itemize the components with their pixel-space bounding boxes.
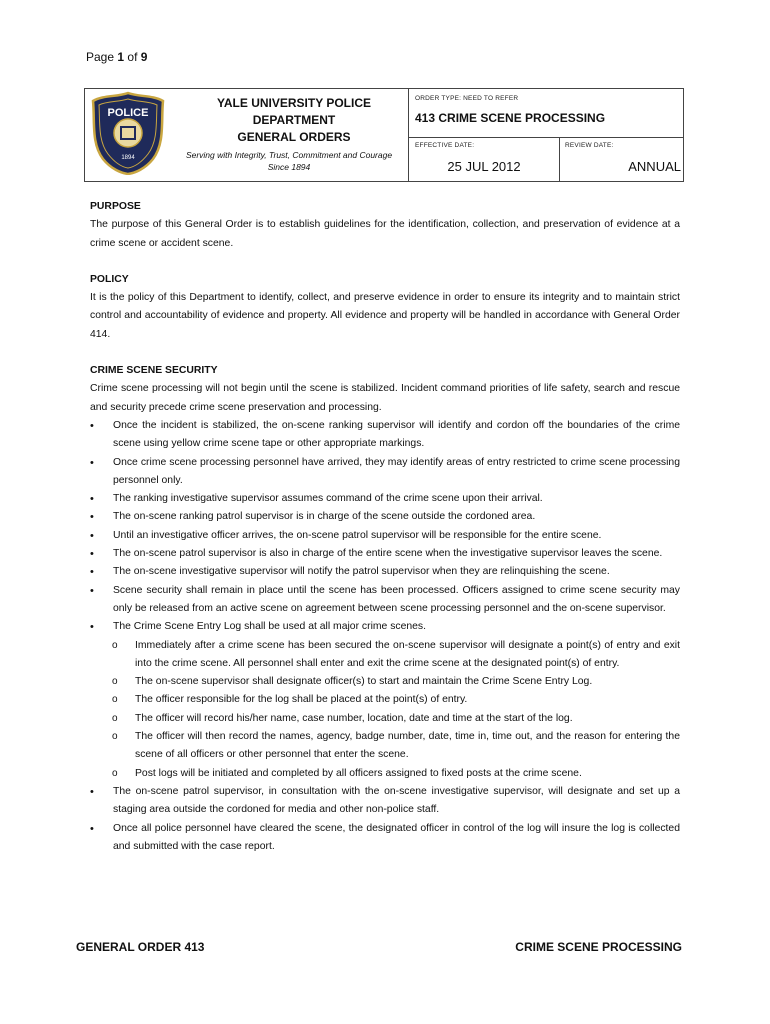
list-item: • Once crime scene processing personnel have arrived, they may identify areas of entry restricted to crime scene processing personnel only. [90,454,680,491]
page-number [86,50,147,64]
list-item: • Until an investigative officer arrives, the on-scene patrol supervisor will be responsible for the entire scene. [90,527,680,545]
security-bullet-list [90,417,680,856]
org-name [181,95,407,146]
page-current: 1 [117,50,125,64]
divider [409,137,683,138]
sub-list-item: o The officer will record his/her name, case number, location, date and time at the start of the log. [90,710,680,728]
order-header-table [84,88,684,182]
org-line-1: YALE UNIVERSITY POLICE [216,96,372,110]
list-item [90,618,680,783]
list-item: • The on-scene ranking patrol supervisor is in charge of the scene outside the cordoned area. [90,508,680,526]
order-info-cell [409,89,683,181]
policy-heading: POLICY [90,273,129,285]
sub-list-item: o The on-scene supervisor shall designate officer(s) to start and maintain the Crime Scene Entry Log. [90,673,680,691]
sub-list-item: o Immediately after a crime scene has been secured the on-scene supervisor will designate a point(s) of entry and exit into the crime scene. All personnel shall enter and exit the crime scene at the designated point(s) of entry. [90,637,680,674]
list-item: • Once the incident is stabilized, the on-scene ranking supervisor will identify and cordon off the boundaries of the crime scene using yellow crime scene tape or other appropriate markings. [90,417,680,454]
order-type-label: ORDER TYPE: NEED TO REFER [415,95,519,102]
list-item: • The ranking investigative supervisor assumes command of the crime scene upon their arrival. [90,490,680,508]
org-line-3: GENERAL ORDERS [237,130,351,144]
order-title: 413 CRIME SCENE PROCESSING [415,111,606,125]
review-date-value: ANNUAL [628,159,681,174]
sub-list-item: o The officer will then record the names, agency, badge number, date, time in, time out, and the reason for entering the scene of all officers or other personnel that enter the scene. [90,728,680,765]
entry-log-bullet-text: The Crime Scene Entry Log shall be used at all major crime scenes. [113,621,427,633]
list-item: • The on-scene investigative supervisor will notify the patrol supervisor when they are relinquishing the scene. [90,563,680,581]
document-body [90,198,680,856]
motto-line-1: Serving with Integrity, Trust, Commitment and Courage [185,150,393,160]
list-item: • Scene security shall remain in place until the scene has been processed. Officers assigned to crime scene security may only be released from an active scene on agreement between scene processing personnel and the on-scene supervisor. [90,582,680,619]
police-badge-logo [91,91,165,175]
page-total: 9 [140,50,148,64]
badge-year: 1894 [121,155,135,161]
motto-line-2: Since 1894 [267,162,311,172]
list-item: • The on-scene patrol supervisor is also in charge of the entire scene when the investigative supervisor leaves the scene. [90,545,680,563]
list-item: • Once all police personnel have cleared the scene, the designated officer in control of the log will insure the log is collected and submitted with the case report. [90,820,680,857]
purpose-heading: PURPOSE [90,201,141,212]
policy-text: It is the policy of this Department to identify, collect, and preserve evidence in order to ensure its integrity and to maintain strict control and accountability of evidence and property. All evidence and property will be handled in accordance with General Order 414. [90,292,680,340]
list-item: • The on-scene patrol supervisor, in consultation with the on-scene investigative supervisor, will designate and set up a staging area outside the cordoned for media and other non-police staff. [90,783,680,820]
entry-log-sub-list [90,637,680,783]
effective-date-label: EFFECTIVE DATE: [415,142,475,149]
review-date-label: REVIEW DATE: [565,142,614,149]
page-label: Page [86,50,115,64]
security-intro: Crime scene processing will not begin until the scene is stabilized. Incident command priorities of life safety, search and rescue and security precede crime scene preservation and processing. [90,383,680,413]
sub-list-item: o Post logs will be initiated and completed by all officers assigned to fixed posts at the crime scene. [90,765,680,783]
effective-date-value: 25 JUL 2012 [447,159,521,174]
badge-text: POLICE [107,107,149,119]
motto [171,149,407,173]
purpose-text: The purpose of this General Order is to establish guidelines for the identification, collection, and preservation of evidence at a crime scene or accident scene. [90,219,680,249]
footer-order-number: GENERAL ORDER 413 [76,940,205,954]
footer-order-title: CRIME SCENE PROCESSING [515,940,682,954]
sub-list-item: o The officer responsible for the log shall be placed at the point(s) of entry. [90,691,680,709]
org-cell [85,89,409,181]
security-heading: CRIME SCENE SECURITY [90,365,218,377]
org-line-2: DEPARTMENT [252,113,336,127]
page-of: of [127,50,138,64]
